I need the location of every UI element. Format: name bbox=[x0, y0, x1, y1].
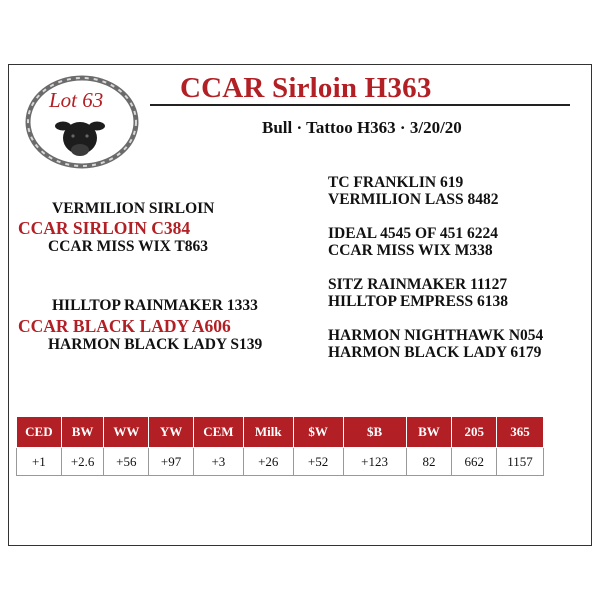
epd-value-b-index: +123 bbox=[343, 448, 406, 476]
epd-header-actual-bw: BW bbox=[406, 417, 452, 448]
epd-value-milk: +26 bbox=[243, 448, 293, 476]
sire-dam: CCAR MISS WIX T863 bbox=[48, 238, 209, 255]
epd-value-w-index: +52 bbox=[293, 448, 343, 476]
dam-dam-dam: HARMON BLACK LADY 6179 bbox=[328, 344, 542, 361]
lot-logo bbox=[22, 72, 142, 172]
epd-header-yw: YW bbox=[149, 417, 194, 448]
dam-sire-sire: SITZ RAINMAKER 11127 bbox=[328, 276, 508, 293]
dam-dam: HARMON BLACK LADY S139 bbox=[48, 336, 263, 353]
epd-value-365: 1157 bbox=[497, 448, 544, 476]
epd-header-b-index: $B bbox=[343, 417, 406, 448]
sire-sire-sire: TC FRANKLIN 619 bbox=[328, 174, 464, 191]
epd-value-ww: +56 bbox=[104, 448, 149, 476]
lot-label: Lot 63 bbox=[49, 88, 104, 112]
epd-value-row bbox=[17, 448, 544, 476]
rope-ring-icon bbox=[22, 72, 142, 172]
epd-header-ww: WW bbox=[104, 417, 149, 448]
bull-head-icon bbox=[55, 122, 105, 157]
epd-header-milk: Milk bbox=[243, 417, 293, 448]
epd-table bbox=[16, 416, 544, 476]
dam-sire: HILLTOP RAINMAKER 1333 bbox=[52, 297, 258, 314]
dam-name: CCAR BLACK LADY A606 bbox=[18, 316, 231, 336]
epd-header-w-index: $W bbox=[293, 417, 343, 448]
epd-header-row bbox=[17, 417, 544, 448]
epd-value-yw: +97 bbox=[149, 448, 194, 476]
epd-header-ced: CED bbox=[17, 417, 62, 448]
epd-value-actual-bw: 82 bbox=[406, 448, 452, 476]
epd-header-bw: BW bbox=[61, 417, 104, 448]
epd-value-bw: +2.6 bbox=[61, 448, 104, 476]
sire-dam-sire: IDEAL 4545 OF 451 6224 bbox=[328, 225, 498, 242]
title-divider bbox=[150, 104, 570, 106]
sire-dam-dam: CCAR MISS WIX M338 bbox=[328, 242, 493, 259]
epd-header-cem: CEM bbox=[193, 417, 243, 448]
dam-sire-dam: HILLTOP EMPRESS 6138 bbox=[328, 293, 509, 310]
sire-sire-dam: VERMILION LASS 8482 bbox=[328, 191, 499, 208]
epd-value-205: 662 bbox=[452, 448, 497, 476]
animal-name: CCAR Sirloin H363 bbox=[180, 72, 432, 104]
sire-sire: VERMILION SIRLOIN bbox=[52, 200, 215, 217]
animal-details: Bull · Tattoo H363 · 3/20/20 bbox=[262, 118, 462, 137]
epd-header-205: 205 bbox=[452, 417, 497, 448]
epd-value-cem: +3 bbox=[193, 448, 243, 476]
epd-value-ced: +1 bbox=[17, 448, 62, 476]
sire-name: CCAR SIRLOIN C384 bbox=[18, 218, 191, 238]
dam-dam-sire: HARMON NIGHTHAWK N054 bbox=[328, 327, 544, 344]
epd-header-365: 365 bbox=[497, 417, 544, 448]
